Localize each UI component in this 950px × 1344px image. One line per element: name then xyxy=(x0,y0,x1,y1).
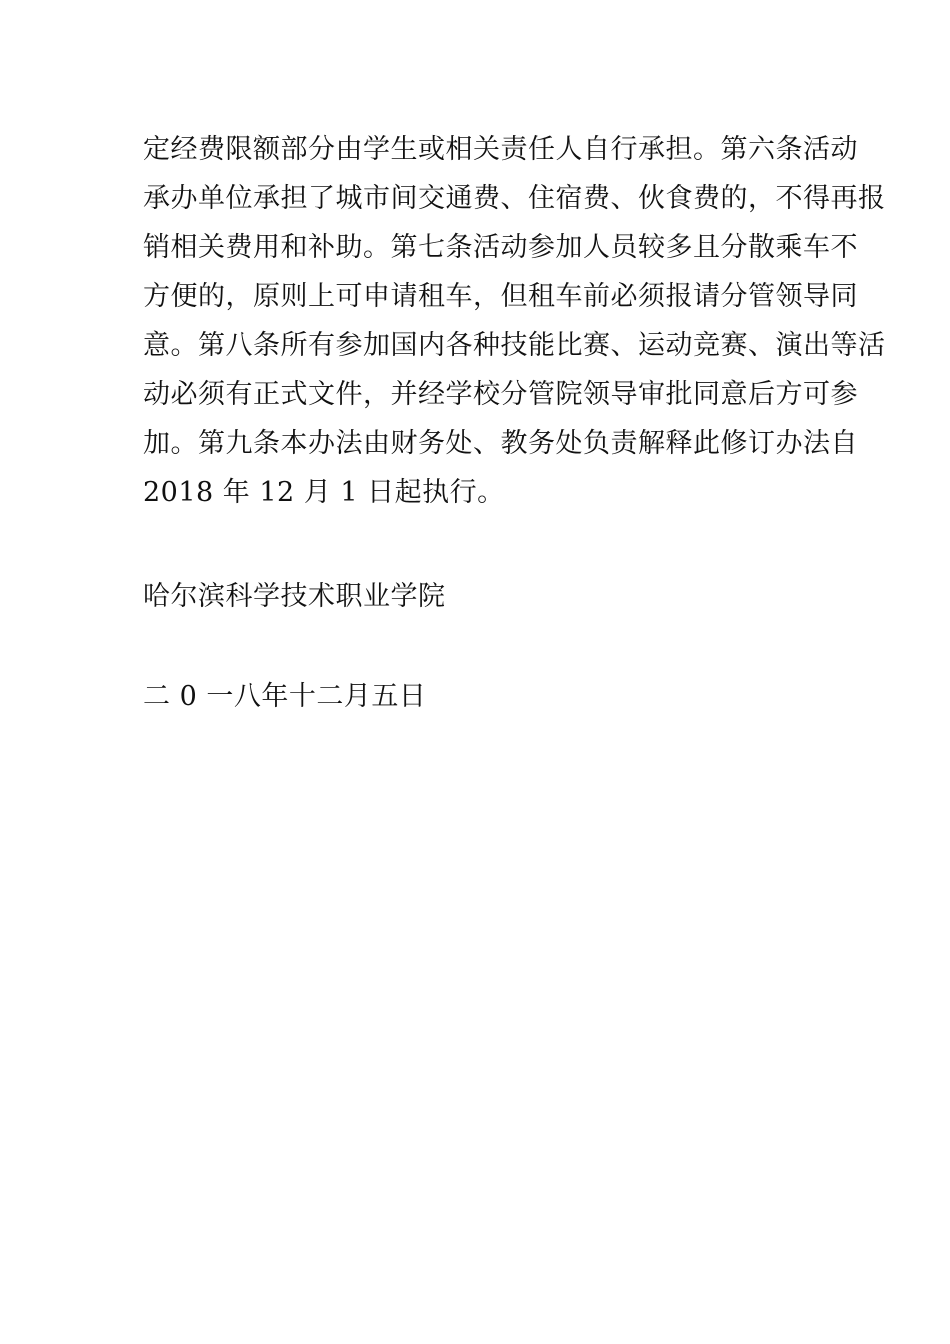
signature-date: 二 0 一八年十二月五日 xyxy=(143,681,427,712)
body-line-4: 方便的，原则上可申请租车，但租车前必须报请分管领导同 xyxy=(143,281,858,312)
body-line-5: 意。第八条所有参加国内各种技能比赛、运动竞赛、演出等活 xyxy=(143,330,886,361)
body-line-7: 加。第九条本办法由财务处、教务处负责解释此修订办法自 xyxy=(143,428,858,459)
body-line-8: 2018 年 12 月 1 日起执行。 xyxy=(143,477,505,508)
body-line-6: 动必须有正式文件，并经学校分管院领导审批同意后方可参 xyxy=(143,379,858,410)
body-line-1: 定经费限额部分由学生或相关责任人自行承担。第六条活动 xyxy=(143,134,858,165)
body-line-2: 承办单位承担了城市间交通费、住宿费、伙食费的，不得再报 xyxy=(143,183,886,214)
body-line-3: 销相关费用和补助。第七条活动参加人员较多且分散乘车不 xyxy=(143,232,858,263)
signature-organization: 哈尔滨科学技术职业学院 xyxy=(143,581,446,612)
